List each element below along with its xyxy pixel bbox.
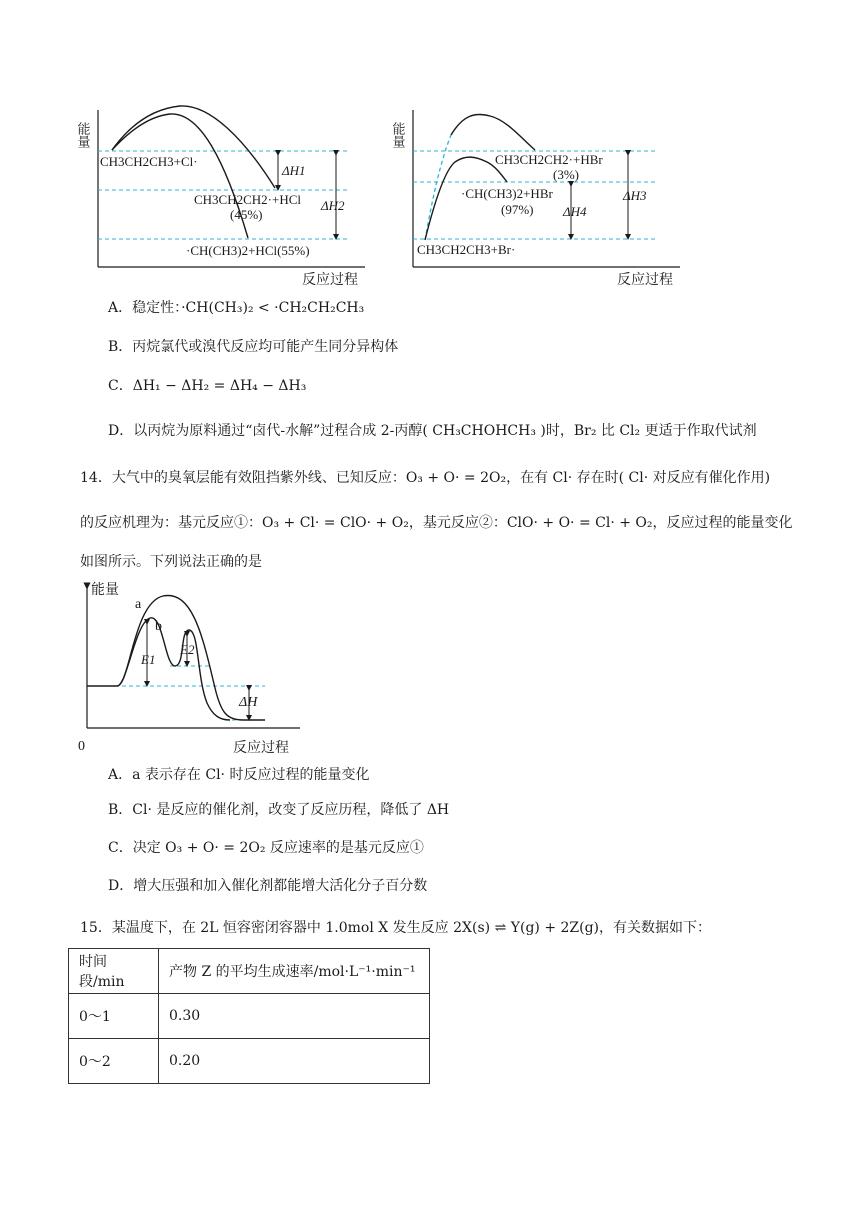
q13-option-c[interactable]: C．ΔH₁ − ΔH₂ = ΔH₄ − ΔH₃ — [108, 378, 307, 394]
q14-option-c[interactable]: C．决定 O₃ + O· = 2O₂ 反应速率的是基元反应① — [108, 840, 424, 856]
reactant-label: CH3CH2CH3+Br· — [417, 242, 516, 257]
q14-stem-line3: 如图所示。下列说法正确的是 — [80, 554, 262, 570]
ozone-energy-diagram — [75, 578, 315, 758]
y-axis-label: 能量 — [91, 582, 119, 598]
e1-label: E1 — [141, 652, 156, 667]
dh3-label: ΔH3 — [623, 188, 647, 203]
table-header-cell: 时间段/min — [69, 949, 159, 994]
q13-option-b[interactable]: B．丙烷氯代或溴代反应均可能产生同分异构体 — [108, 339, 399, 355]
bromination-energy-diagram — [389, 100, 695, 290]
x-axis-label: 反应过程 — [617, 272, 673, 288]
dh-label: ΔH — [239, 695, 258, 710]
q13-option-a[interactable]: A．稳定性：·CH(CH₃)₂ < ·CH₂CH₂CH₃ — [108, 300, 365, 316]
product2-label: ·CH(CH3)2+HBr — [461, 186, 553, 201]
dh4-label: ΔH4 — [563, 204, 587, 219]
q14-option-b[interactable]: B．Cl· 是反应的催化剂，改变了反应历程，降低了 ΔH — [108, 802, 450, 818]
chlorination-energy-diagram — [74, 100, 380, 290]
product2-pct: (97%) — [501, 202, 534, 217]
origin-label: 0 — [78, 739, 85, 754]
table-header-cell: 产物 Z 的平均生成速率/mol·L⁻¹·min⁻¹ — [159, 949, 430, 994]
product1-label: CH3CH2CH2·+HBr — [495, 152, 603, 167]
q14-option-a[interactable]: A．a 表示存在 Cl· 时反应过程的能量变化 — [108, 767, 370, 783]
table-header-row — [69, 949, 430, 994]
product1-pct: (45%) — [230, 207, 263, 222]
table-cell: 0～1 — [69, 994, 159, 1039]
e2-label: E2 — [180, 642, 195, 657]
x-axis-label: 反应过程 — [233, 740, 289, 756]
dh2-label: ΔH2 — [321, 198, 345, 213]
curve-a-label: a — [135, 597, 142, 612]
y-axis-label: 能量 — [389, 122, 405, 148]
table-cell: 0～2 — [69, 1039, 159, 1084]
product1-label: CH3CH2CH2·+HCl — [194, 192, 302, 207]
table-cell: 0.20 — [159, 1039, 430, 1084]
table-cell: 0.30 — [159, 994, 430, 1039]
table-row — [69, 994, 430, 1039]
product1-pct: (3%) — [553, 167, 579, 182]
dh1-label: ΔH1 — [282, 163, 306, 178]
q14-stem-line2: 的反应机理为：基元反应①：O₃ + Cl· = ClO· + O₂，基元反应②：ClO· + O· = Cl· + O₂，反应过程的能量变化 — [80, 515, 793, 531]
product2-label: ·CH(CH3)2+HCl(55%) — [186, 243, 310, 258]
q13-option-d[interactable]: D．以丙烷为原料通过“卤代-水解”过程合成 2-丙醇( CH₃CHOHCH₃ )时，Br₂ 比 Cl₂ 更适于作取代试剂 — [108, 423, 757, 439]
q14-option-d[interactable]: D．增大压强和加入催化剂都能增大活化分子百分数 — [108, 878, 428, 894]
table-row — [69, 1039, 430, 1084]
q15-stem: 15．某温度下，在 2L 恒容密闭容器中 1.0mol X 发生反应 2X(s) ⇌ Y(g) + 2Z(g)，有关数据如下： — [80, 920, 712, 936]
curve-b-label: b — [155, 619, 162, 634]
q14-stem-line1: 14．大气中的臭氧层能有效阻挡紫外线、已知反应：O₃ + O· = 2O₂，在有 Cl· 存在时( Cl· 对反应有催化作用) — [80, 470, 771, 486]
x-axis-label: 反应过程 — [302, 272, 358, 288]
reactant-label: CH3CH2CH3+Cl· — [100, 154, 198, 169]
rate-table — [68, 948, 430, 1084]
y-axis-label: 能量 — [74, 122, 90, 148]
